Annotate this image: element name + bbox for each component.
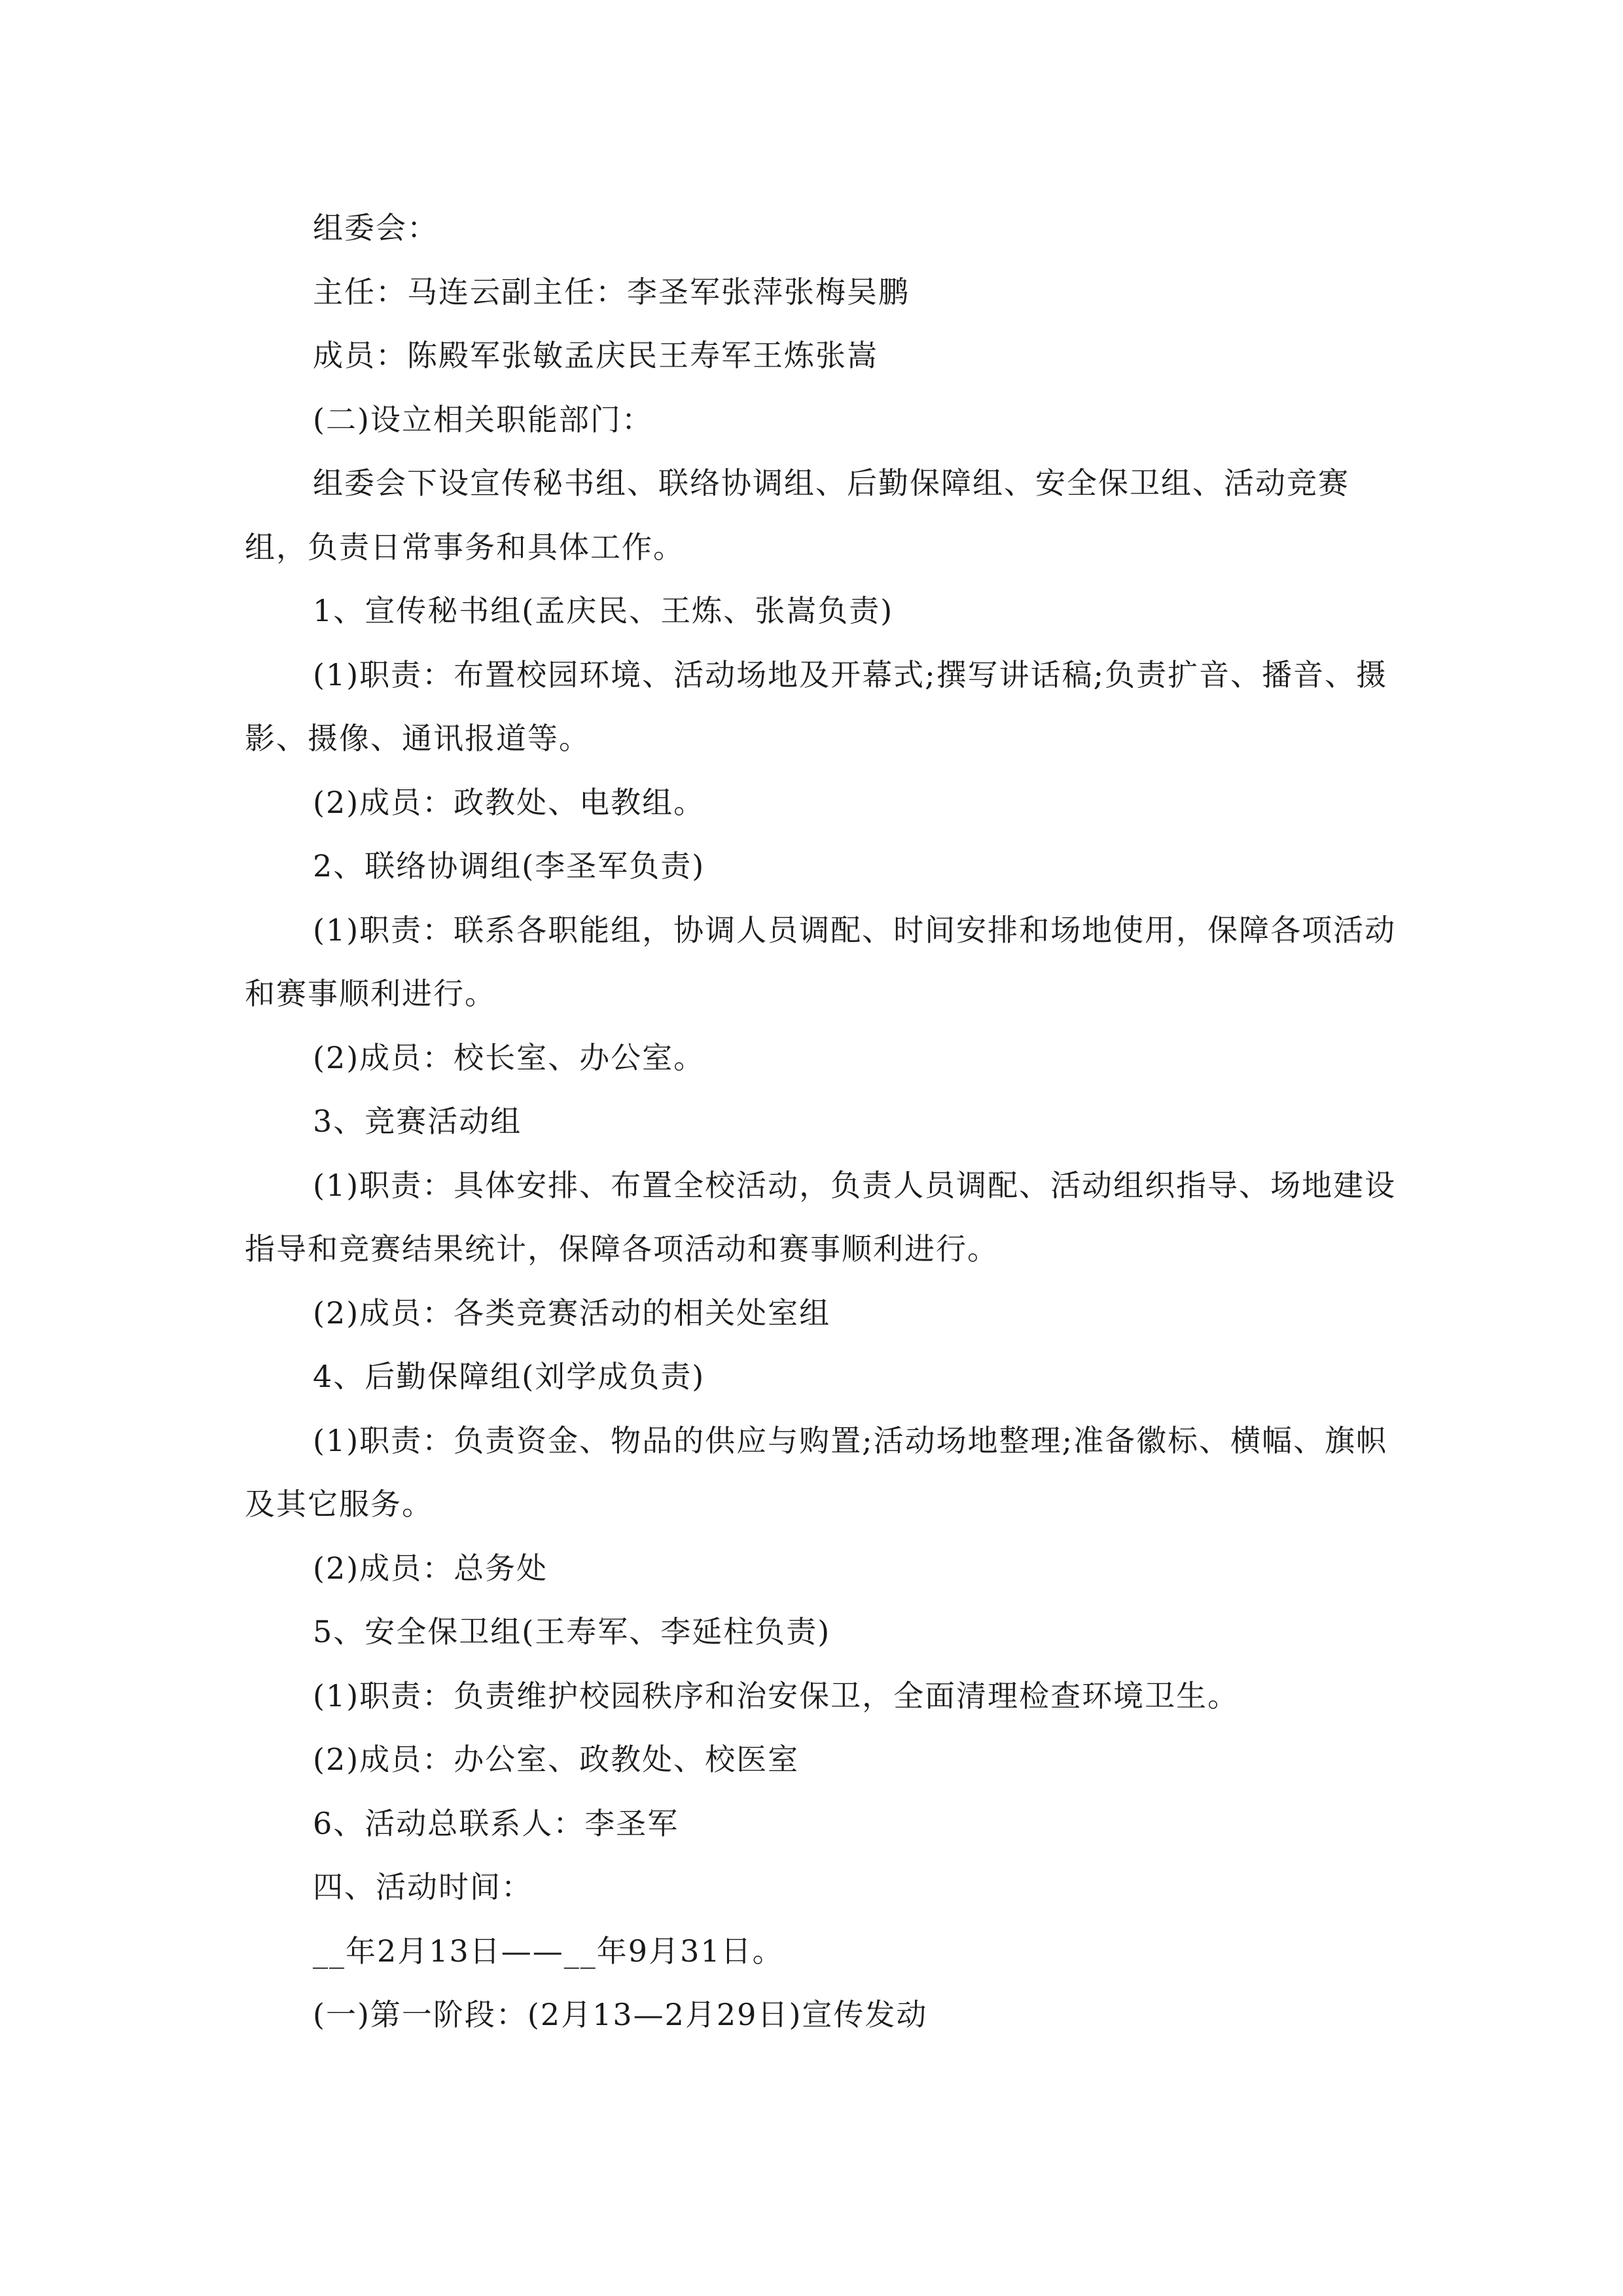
document-body	[245, 196, 1397, 2047]
paragraph-group-1-title: 1、宣传秘书组(孟庆民、王炼、张嵩负责)	[313, 593, 894, 628]
paragraph-group-4-duties: (1)职责：负责资金、物品的供应与购置;活动场地整理;准备徽标、横幅、旗帜及其它服务。	[245, 1422, 1388, 1522]
paragraph-phase-1: (一)第一阶段：(2月13—2月29日)宣传发动	[313, 1997, 928, 2032]
paragraph-group-2-members: (2)成员：校长室、办公室。	[313, 1039, 705, 1075]
paragraph-section-departments: (二)设立相关职能部门：	[313, 401, 653, 437]
paragraph-date-range: __年2月13日——__年9月31日。	[313, 1933, 784, 1969]
paragraph-group-5-title: 5、安全保卫组(王寿军、李延柱负责)	[313, 1614, 831, 1649]
paragraph-committee-heading: 组委会：	[313, 210, 438, 245]
paragraph-members: 成员：陈殿军张敏孟庆民王寿军王炼张嵩	[313, 338, 878, 373]
paragraph-group-5-duties: (1)职责：负责维护校园秩序和治安保卫，全面清理检查环境卫生。	[313, 1677, 1240, 1713]
paragraph-group-4-title: 4、后勤保障组(刘学成负责)	[313, 1359, 705, 1394]
paragraph-group-1-duties: (1)职责：布置校园环境、活动场地及开幕式;撰写讲话稿;负责扩音、播音、摄影、摄像、通讯报道等。	[245, 656, 1388, 756]
paragraph-group-2-title: 2、联络协调组(李圣军负责)	[313, 848, 705, 884]
paragraph-group-1-members: (2)成员：政教处、电教组。	[313, 784, 705, 820]
paragraph-group-2-duties: (1)职责：联系各职能组，协调人员调配、时间安排和场地使用，保障各项活动和赛事顺利进行。	[245, 912, 1397, 1011]
paragraph-directors: 主任：马连云副主任：李圣军张萍张梅吴鹏	[313, 274, 910, 310]
paragraph-group-3-title: 3、竞赛活动组	[313, 1103, 522, 1139]
paragraph-group-3-duties: (1)职责：具体安排、布置全校活动，负责人员调配、活动组织指导、场地建设指导和竞赛结果统计，保障各项活动和赛事顺利进行。	[245, 1167, 1397, 1266]
paragraph-general-contact: 6、活动总联系人：李圣军	[313, 1805, 679, 1841]
paragraph-group-5-members: (2)成员：办公室、政教处、校医室	[313, 1742, 800, 1777]
paragraph-group-3-members: (2)成员：各类竞赛活动的相关处室组	[313, 1295, 831, 1331]
paragraph-group-4-members: (2)成员：总务处	[313, 1550, 548, 1586]
paragraph-section-time: 四、活动时间：	[313, 1869, 533, 1905]
paragraph-committee-groups: 组委会下设宣传秘书组、联络协调组、后勤保障组、安全保卫组、活动竞赛组，负责日常事务和具体工作。	[245, 465, 1349, 565]
